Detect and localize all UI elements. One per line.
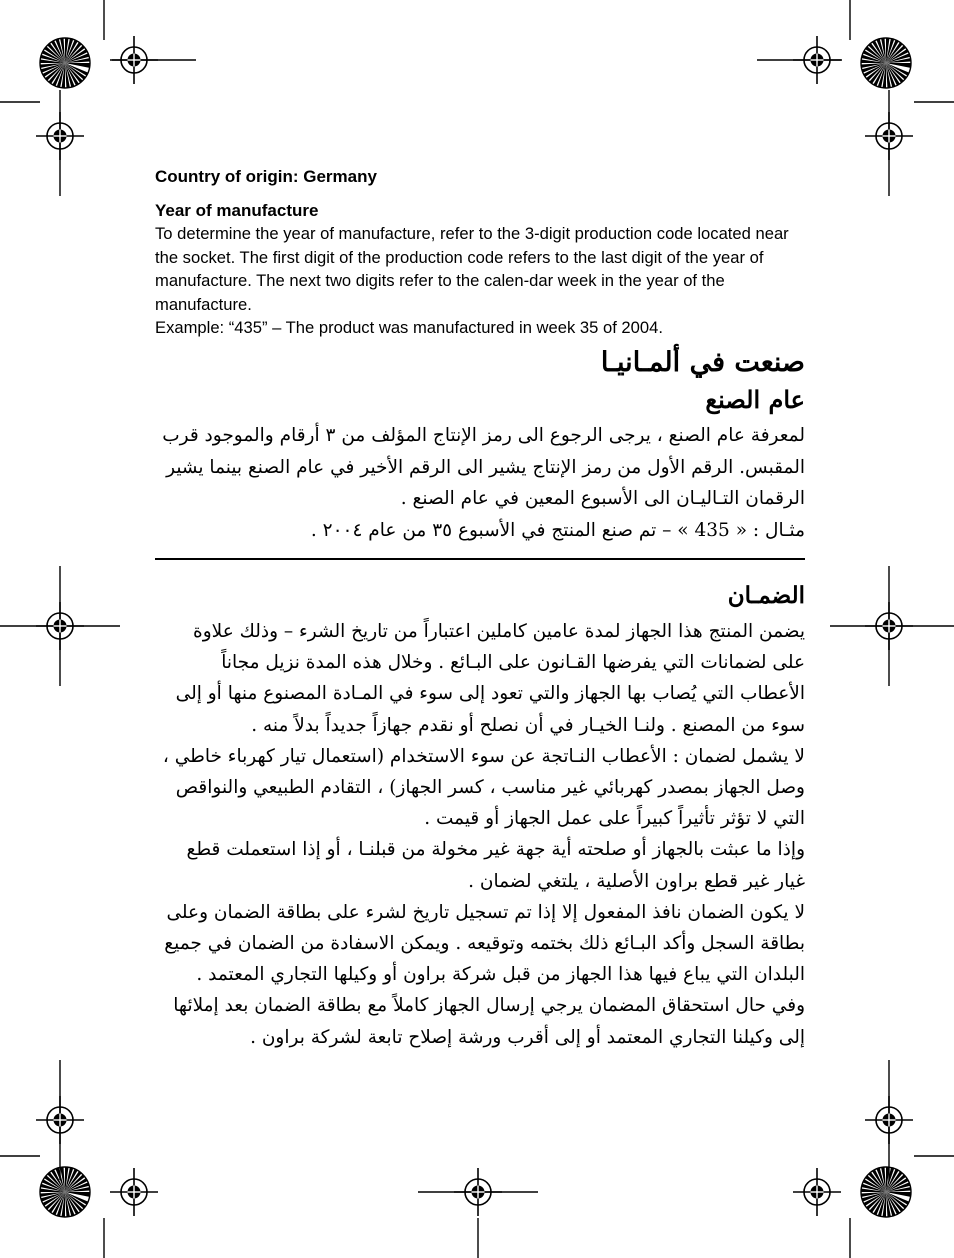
arabic-warranty-heading: الضمـان [727,582,805,609]
section-divider [155,558,805,560]
arabic-warranty-section [155,576,805,1053]
arabic-warranty-paragraph-3: وإذا ما عبثت بالجهاز أو صلحته أية جهة غير مخولة من قبلنـا ، أو إذا استعملت قطع غيار غير قطع براون الأصلية ، يلتغي لضمان . [186,839,805,892]
country-of-origin: Country of origin: Germany [155,167,377,186]
arabic-year-example: مثـال : « 435 » – تم صنع المنتج في الأسبوع ٣٥ من عام ٢٠٠٤ . [310,519,805,541]
arabic-year-text: لمعرفة عام الصنع ، يرجى الرجوع الى رمز الإنتاج المؤلف من ٣ أرقام والموجود قرب المقبس. الرقم الأول من رمز الإنتاج يشير الى الرقم الأخير في عام الصنع بينما يشير الرقمان التـاليـان الى الأسبوع المعين في عام الصنع . [162,425,805,509]
arabic-year-heading: عام الصنع [705,385,805,414]
arabic-country-of-origin: صنعت في ألمـانيـا [600,347,805,378]
english-section [155,166,805,340]
year-example: Example: “435” – The product was manufactured in week 35 of 2004. [155,318,663,337]
year-heading: Year of manufacture [155,201,319,220]
arabic-warranty-paragraph-5: وفي حال استحقاق المضمان يرجي إرسال الجهاز كاملاً مع بطاقة الضمان بعد إملائها إلى وكيلنا التجاري المعتمد أو إلى أقرب ورشة إصلاح تابعة لشركة براون . [173,995,805,1048]
arabic-section [155,344,805,546]
arabic-warranty-paragraph-2: لا يشمل لضمان : الأعطاب النـاتجة عن سوء الاستخدام (استعمال تيار كهرباء خاطي ، وصل الجهاز بمصدر كهربائي غير مناسب ، كسر الجهاز) ، التقادم الطبيعي والنواقص التي لا تؤثر تأثيراً كبيراً على عمل الجهاز أو قيمت . [162,745,805,830]
arabic-warranty-paragraph-1: يضمن المنتج هذا الجهاز لمدة عامين كاملين اعتباراً من تاريخ الشرء – وذلك علاوة على لضمانات التي يفرضها القـانون على البـائع . وخلال هذه المدة نزيل مجاناً الأعطاب التي يُصاب بها الجهاز والتي تعود إلى سوء في المـادة المصنوع منها أو إلى سوء من المصنع . ولنـا الخيـار في أن نصلح أو نقدم جهازاً جديداً بدلاً منه . [175,621,805,736]
year-text: To determine the year of manufacture, refer to the 3-digit production code located near the socket. The first digit of the production code refers to the last digit of the year of manufacture. The next two digits refer to the calen-dar week in the year of the manufacture. [155,224,789,314]
arabic-warranty-paragraph-4: لا يكون الضمان نافذ المفعول إلا إذا تم تسجيل تاريخ لشرء على بطاقة الضمان وعلى بطاقة السجل وأكد البـائع ذلك بختمه وتوقيعه . ويمكن الاسفادة من الضمان في جميع البلدان التي يباع فيها هذا الجهاز من قبل شركة براون أو وكيلها التجاري المعتمد . [164,901,805,986]
